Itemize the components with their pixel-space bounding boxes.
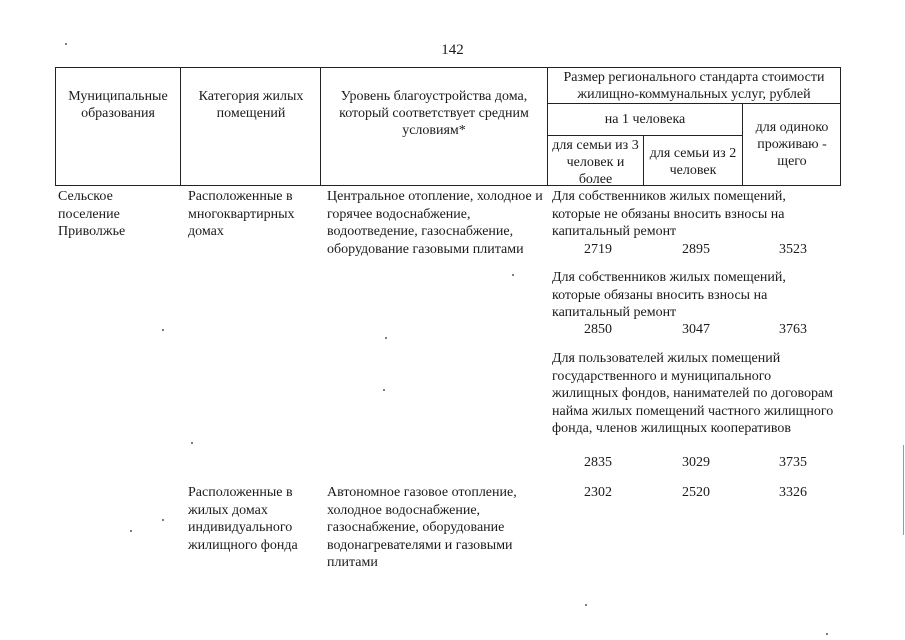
value-single: 3523 (779, 242, 807, 257)
header-municipality: Муниципальные образования (68, 89, 168, 121)
row-category: Расположенные в жилых домах индивидуального жилищного фонда (188, 485, 298, 553)
value-family2: 3047 (682, 322, 710, 337)
header-bottom-border (55, 185, 841, 186)
header-top-border (55, 67, 841, 68)
scan-speck (383, 389, 385, 391)
value-family3: 2719 (584, 242, 612, 257)
value-family2: 3029 (682, 455, 710, 470)
value-family2: 2520 (682, 485, 710, 500)
header-family-2: для семьи из 2 человек (649, 146, 737, 178)
header-divider-standard (547, 103, 841, 104)
scan-speck (130, 530, 132, 532)
header-divider-5 (742, 103, 743, 186)
scan-speck (162, 329, 164, 331)
scan-speck (385, 337, 387, 339)
scan-speck (162, 519, 164, 521)
row-municipality: Сельское поселение Приволжье (58, 189, 126, 239)
header-divider-3 (547, 67, 548, 186)
value-family3: 2850 (584, 322, 612, 337)
scan-speck (585, 604, 587, 606)
page-number: 142 (441, 42, 464, 58)
header-single: для одиноко проживаю - щего (755, 120, 829, 169)
value-family2: 2895 (682, 242, 710, 257)
value-family3: 2835 (584, 455, 612, 470)
scan-edge-line (903, 445, 904, 535)
group-label: Для пользователей жилых помещений государственного и муниципального жилищных фондов, нанимателей по договорам найма жилых помещений частного жилищного фонда, членов жилищных кооперативов (552, 351, 834, 436)
group-label: Для собственников жилых помещений, которые обязаны вносить взносы на капитальный ремонт (552, 270, 786, 320)
value-single: 3763 (779, 322, 807, 337)
header-divider-4 (643, 135, 644, 186)
value-family3: 2302 (584, 485, 612, 500)
header-divider-1 (180, 67, 181, 186)
scan-speck (191, 442, 193, 444)
header-border-left (55, 67, 56, 186)
header-family-3: для семьи из 3 человек и более (552, 138, 639, 187)
header-divider-2 (320, 67, 321, 186)
value-single: 3735 (779, 455, 807, 470)
header-standard: Размер регионального стандарта стоимости жилищно-коммунальных услуг, рублей (563, 70, 825, 102)
header-per-person: на 1 человека (604, 112, 686, 127)
header-border-right (840, 67, 841, 186)
header-divider-per-person (547, 135, 742, 136)
scan-speck (826, 633, 828, 635)
header-level: Уровень благоустройства дома, который соответствует средним условиям* (339, 89, 529, 138)
scan-speck (512, 274, 514, 276)
header-category: Категория жилых помещений (198, 89, 304, 121)
row-level: Автономное газовое отопление, холодное водоснабжение, газоснабжение, оборудование водонагревателями и газовыми плитами (327, 485, 517, 570)
scan-speck (65, 43, 67, 45)
row-category: Расположенные в многоквартирных домах (188, 189, 295, 239)
value-single: 3326 (779, 485, 807, 500)
group-label: Для собственников жилых помещений, которые не обязаны вносить взносы на капитальный ремонт (552, 189, 786, 239)
row-level: Центральное отопление, холодное и горячее водоснабжение, водоотведение, газоснабжение, оборудование газовыми плитами (327, 189, 543, 257)
